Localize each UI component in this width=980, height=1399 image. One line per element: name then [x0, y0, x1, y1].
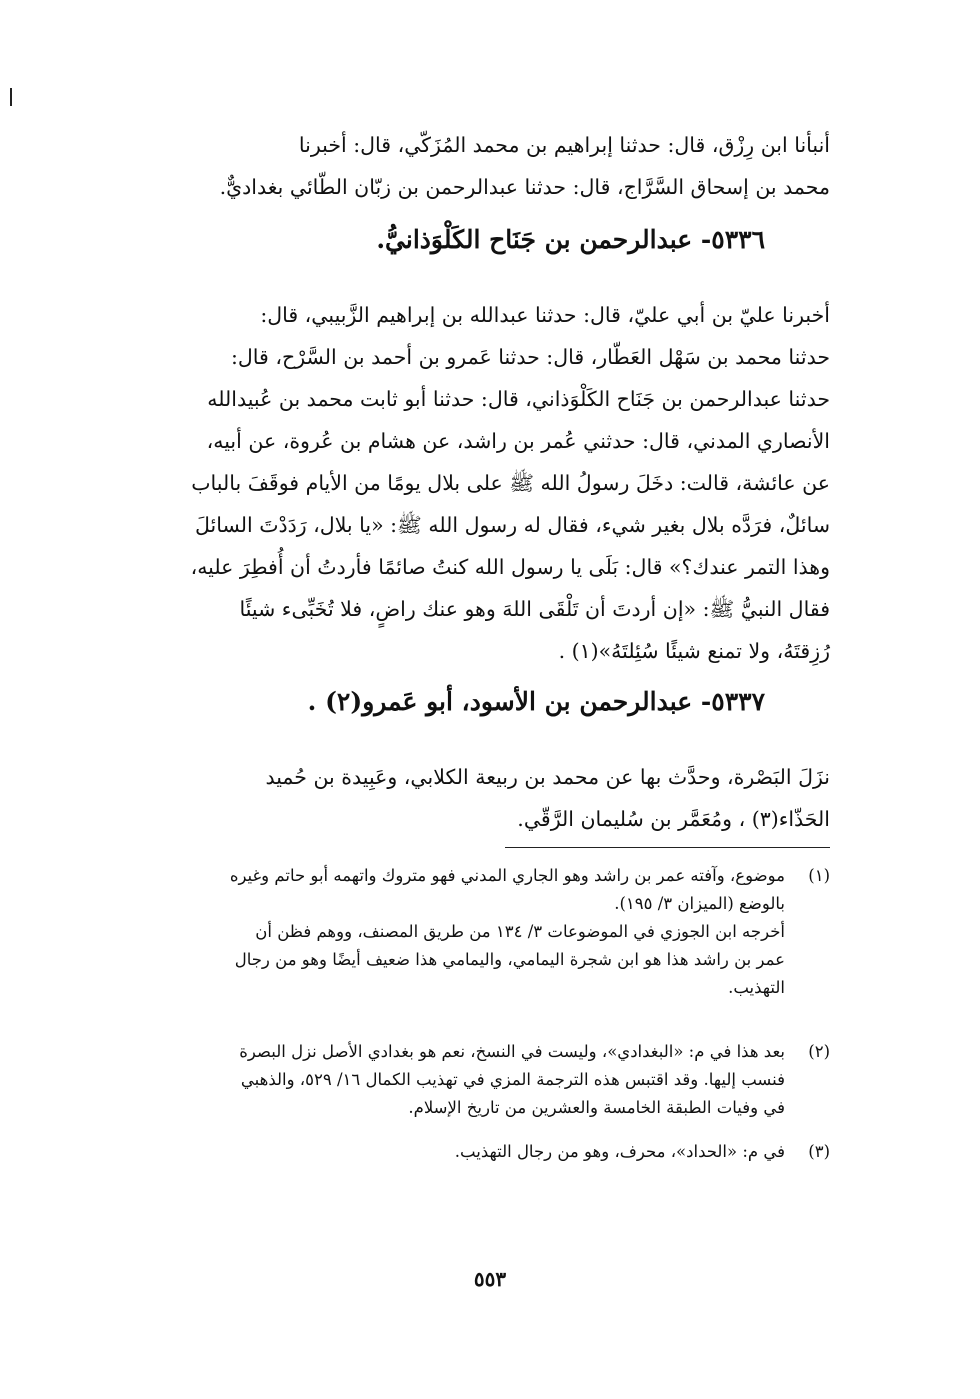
text-line: عن عائشة، قالت: دخَلَ رسولُ الله ﷺ على بلال يومًا من الأيام فوقَفَ بالباب	[191, 471, 830, 495]
footnote-line: موضوع، وآفته عمر بن راشد وهو الجاري المدني فهو متروك واتهمه أبو حاتم وغيره	[229, 866, 785, 885]
footnote-line: فنسب إليها. وقد اقتبس هذه الترجمة المزي في تهذيب الكمال ١٦/ ٥٢٩، والذهبي	[240, 1070, 785, 1089]
text-line: حدثنا عبدالرحمن بن جَنَاح الكَلْوَذاني، قال: حدثنا أبو ثابت محمد بن عُبيدالله	[207, 387, 830, 411]
text-line: حدثنا محمد بن سَهْل العَطّار، قال: حدثنا عَمرو بن أحمد بن السَّرْح، قال:	[230, 345, 830, 369]
text-line: فقال النبيُّ ﷺ: «إن أردتَ أن تَلْقَى اللهَ وهو عنك راضٍ، فلا تُخَبِّىء شيئًا	[239, 597, 830, 621]
text-line: محمد بن إسحاق السَّرَّاج، قال: حدثنا عبدالرحمن بن زبّان الطّائي بغداديٌّ.	[219, 175, 830, 199]
footnote-line: بالوضع (الميزان ٣/ ١٩٥).	[614, 894, 785, 913]
text-line: أنبأنا ابن رِزْق، قال: حدثنا إبراهيم بن محمد المُزَكّي، قال: أخبرنا	[298, 133, 830, 157]
footnote-1	[140, 862, 830, 1002]
footnote-number: (١)	[808, 866, 830, 885]
footnote-number: (٣)	[808, 1142, 830, 1161]
text-line: أخبرنا عليّ بن أبي عليّ، قال: حدثنا عبدالله بن إبراهيم الزَّبيبي، قال:	[260, 303, 830, 327]
footnote-line: في م: «الحداد»، محرف، وهو من رجال التهذيب.	[454, 1142, 785, 1161]
footnote-line: عمر بن راشد هذا هو ابن شجرة اليمامي، واليمامي هذا ضعيف أيضًا وهو من رجال	[234, 950, 785, 969]
entry-heading-5336: ٥٣٣٦- عبدالرحمن بن جَنَاح الكَلْوَذانيُّ.	[376, 225, 765, 254]
footnote-line: في وفيات الطبقة الخامسة والعشرين من تاريخ الإسلام.	[408, 1098, 785, 1117]
text-line: وهذا التمر عندك؟» قال: بَلَى يا رسول الله كنتُ صائمًا فأردتُ أن أُفطِرَ عليه،	[190, 555, 830, 579]
paragraph-biography	[150, 756, 830, 840]
footnote-3	[140, 1138, 830, 1166]
text-line: سائلٌ، فرَدَّه بلال بغير شيء، فقال له رسول الله ﷺ: «يا بلال، رَدَدْتَ السائلَ	[194, 513, 830, 537]
text-line: نزَلَ البَصْرة، وحدَّث بها عن محمد بن ربيعة الكلابي، وعَبِيدة بن حُميد	[265, 765, 830, 789]
footnote-line: أخرجه ابن الجوزي في الموضوعات ٣/ ١٣٤ من طريق المصنف، ووهم فظن أن	[255, 922, 785, 941]
text-line: رُزِقتَهُ، ولا تمنع شيئًا سُئِلتَهُ»(١) .	[558, 639, 830, 663]
footnote-separator	[505, 847, 830, 848]
entry-heading-5337: ٥٣٣٧- عبدالرحمن بن الأسود، أبو عَمرو(٢) .	[307, 687, 765, 716]
footnote-line: التهذيب.	[728, 978, 785, 997]
footnote-line: بعد هذا في م: «البغدادي»، وليست في النسخ، نعم هو بغدادي الأصل نزل البصرة	[239, 1042, 785, 1061]
footnote-number: (٢)	[808, 1042, 830, 1061]
paragraph-hadith	[150, 294, 830, 672]
page-number: ٥٥٣	[473, 1267, 507, 1291]
footnote-2	[140, 1038, 830, 1122]
scan-margin-mark	[10, 88, 12, 106]
text-line: الحَذّاء(٣) ، ومُعَمَّر بن سُليمان الرَّقّي.	[517, 807, 830, 831]
text-line: الأنصاري المدني، قال: حدثني عُمر بن راشد، عن هشام بن عُروة، عن أبيه،	[206, 429, 830, 453]
paragraph-chain-of-narration	[150, 124, 830, 208]
